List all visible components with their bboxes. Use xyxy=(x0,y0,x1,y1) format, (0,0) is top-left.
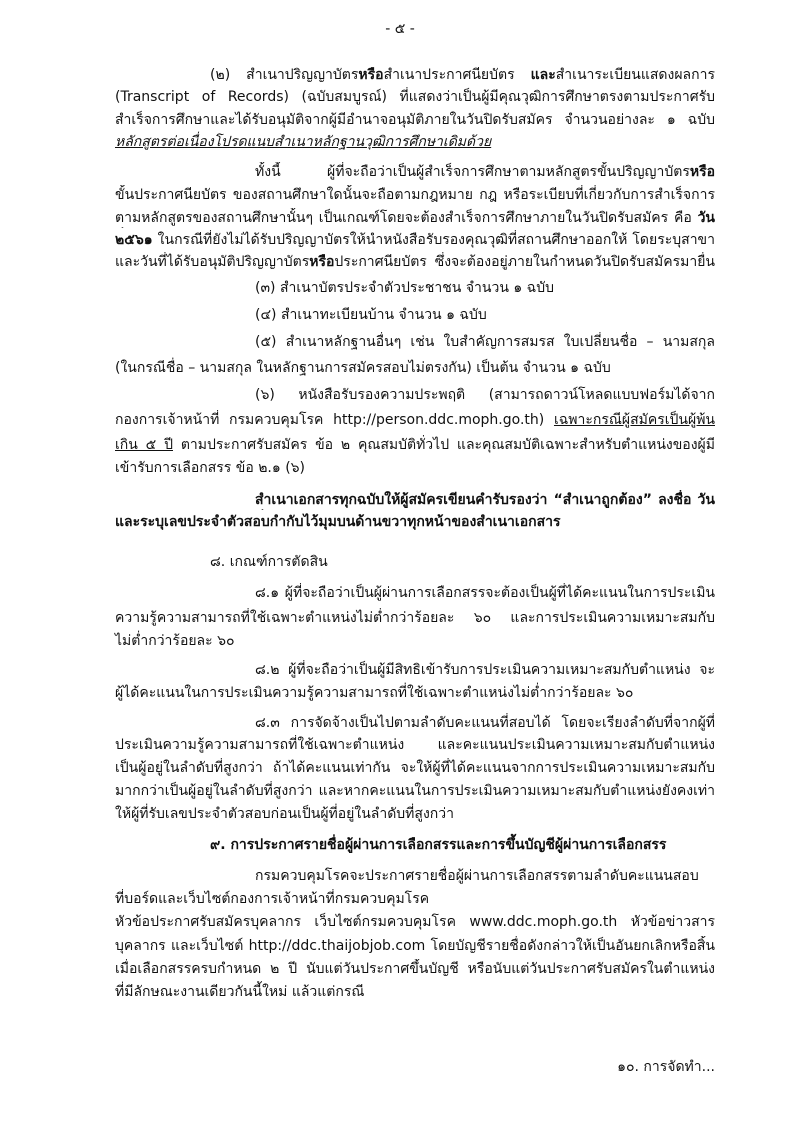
text-line xyxy=(115,87,715,107)
text-segment: (๓) สำเนาบัตรประจำตัวประชาชน จำนวน ๑ ฉบับ xyxy=(255,280,554,296)
text-segment: เฉพาะกรณีผู้สมัครเป็นผู้พ้น xyxy=(553,412,715,428)
text-segment: หลักสูตรต่อเนื่องโปรดแนบสำเนาหลักฐานวุฒิการศึกษาเดิมด้วย xyxy=(115,134,492,150)
text-segment: ไม่ต่ำกว่าร้อยละ ๖๐ xyxy=(115,633,235,649)
text-segment: ๘. เกณฑ์การตัดสิน xyxy=(210,554,328,570)
text-segment: ที่บอร์ดและเว็บไซต์กองการเจ้าหน้าที่กรมควบคุมโรค xyxy=(115,891,430,907)
text-segment: ๘.๑ ผู้ที่จะถือว่าเป็นผู้ผ่านการเลือกสรรจะต้องเป็นผู้ที่ได้คะแนนในการประเมิน xyxy=(255,585,715,601)
text-line xyxy=(115,781,715,801)
text-segment: หรือ xyxy=(689,164,715,180)
text-segment: สำเนาประกาศนียบัตร xyxy=(383,67,531,83)
text-segment: ตามหลักสูตรของสถานศึกษานั้นๆ เป็นเกณฑ์โดยจะต้องสำเร็จการศึกษาภายในวันปิดรับสมัคร คือ xyxy=(115,210,698,226)
text-line xyxy=(115,230,715,250)
text-segment: ทั้งนี้ ผู้ที่จะถือว่าเป็นผู้สำเร็จการศึกษาตามหลักสูตรขั้นปริญญาบัตร xyxy=(255,164,690,180)
text-segment: และระบุเลขประจำตัวสอบกำกับไว้มุมบนด้านขวาทุกหน้าของสำเนาเอกสาร xyxy=(115,514,561,530)
text-line xyxy=(115,458,305,478)
text-segment: (๔) สำเนาทะเบียนบ้าน จำนวน ๑ ฉบับ xyxy=(255,307,487,323)
text-segment: เมื่อเลือกสรรครบกำหนด ๒ ปี นับแต่วันประกาศขึ้นบัญชี หรือนับแต่วันประกาศรับสมัครในตำแหน่ง xyxy=(115,961,715,977)
text-segment: ประเมินความรู้ความสามารถที่ใช้เฉพาะตำแหน่ง และคะแนนประเมินความเหมาะสมกับตำแหน่ง xyxy=(115,737,715,753)
text-line xyxy=(210,65,715,85)
text-line xyxy=(255,660,715,680)
text-segment: ประกาศนียบัตร ซึ่งจะต้องอยู่ภายในกำหนดวันปิดรับสมัครมายื่น xyxy=(334,254,715,270)
text-segment: ๒๕๖๑ xyxy=(115,232,153,248)
text-line xyxy=(115,110,715,130)
text-segment: กองการเจ้าหน้าที่ กรมควบคุมโรค http://person.ddc.moph.go.th) xyxy=(115,412,554,428)
text-segment: ๘.๓ การจัดจ้างเป็นไปตามลำดับคะแนนที่สอบได้ โดยจะเรียงลำดับที่จากผู้ที่ xyxy=(255,715,715,731)
text-segment: ตามประกาศรับสมัคร ข้อ ๒ คุณสมบัติทั่วไป และคุณสมบัติเฉพาะสำหรับตำแหน่งของผู้มี xyxy=(180,437,715,453)
text-segment: ขั้นประกาศนียบัตร ของสถานศึกษาใดนั้นจะถือตามกฎหมาย กฎ หรือระเบียบที่เกี่ยวกับการสำเร็จการ xyxy=(115,187,715,203)
text-segment: ๙. การประกาศรายชื่อผู้ผ่านการเลือกสรรและการขึ้นบัญชีผู้ผ่านการเลือกสรร xyxy=(210,837,667,853)
text-segment: สำเร็จการศึกษาและได้รับอนุมัติจากผู้มีอำนาจอนุมัติภายในวันปิดรับสมัคร จำนวนอย่างละ ๑ ฉบับ xyxy=(115,112,715,128)
text-line xyxy=(255,305,487,325)
text-segment: บุคลากร และเว็บไซต์ http://ddc.thaijobjob.com โดยบัญชีรายชื่อดังกล่าวให้เป็นอันยกเลิกหรือสิ้น xyxy=(115,938,715,954)
text-line xyxy=(255,385,715,405)
text-segment: มากกว่าเป็นผู้อยู่ในลำดับที่สูงกว่า และหากคะแนนในการประเมินความเหมาะสมกับตำแหน่งยังคงเท่า xyxy=(115,783,715,799)
text-segment: สำเนาระเบียนแสดงผลการ xyxy=(555,67,715,83)
text-line xyxy=(115,889,715,909)
text-segment: เกิน ๕ ปี xyxy=(115,437,173,453)
text-line xyxy=(255,583,715,603)
text-line xyxy=(115,208,715,228)
text-segment: และ xyxy=(530,67,556,83)
text-line xyxy=(115,735,715,755)
text-segment: ๘.๒ ผู้ที่จะถือว่าเป็นผู้มีสิทธิเข้ารับการประเมินความเหมาะสมกับตำแหน่ง จะ xyxy=(255,662,715,678)
text-line xyxy=(115,631,235,651)
text-line xyxy=(115,683,633,703)
text-line xyxy=(115,758,715,778)
text-segment: เป็นผู้อยู่ในลำดับที่สูงกว่า ถ้าได้คะแนนเท่ากัน จะให้ผู้ที่ได้คะแนนจากการประเมินความเหมาะสมกับ xyxy=(115,760,715,776)
text-line xyxy=(255,278,554,298)
text-line xyxy=(115,132,491,152)
text-segment: (ในกรณีชื่อ – นามสกุล ในหลักฐานการสมัครสอบไม่ตรงกัน) เป็นต้น จำนวน ๑ ฉบับ xyxy=(115,360,611,376)
text-segment: (๕) สำเนาหลักฐานอื่นๆ เช่น ใบสำคัญการสมรส ใบเปลี่ยนชื่อ – นามสกุล xyxy=(255,334,715,350)
text-line xyxy=(255,490,715,510)
text-segment: สำเนาเอกสารทุกฉบับให้ผู้สมัครเขียนคำรับรองว่า “สำเนาถูกต้อง” ลงชื่อ วัน xyxy=(255,492,715,508)
text-line xyxy=(115,608,715,628)
text-line xyxy=(255,332,715,352)
text-segment: ผู้ได้คะแนนในการประเมินความรู้ความสามารถที่ใช้เฉพาะตำแหน่งไม่ต่ำกว่าร้อยละ ๖๐ xyxy=(115,685,634,701)
text-segment: กรมควบคุมโรคจะประกาศรายชื่อผู้ผ่านการเลือกสรรตามลำดับคะแนนสอบ xyxy=(255,868,699,884)
text-segment: ความรู้ความสามารถที่ใช้เฉพาะตำแหน่งไม่ต่ำกว่าร้อยละ ๖๐ และการประเมินความเหมาะสมกับ xyxy=(115,610,715,626)
text-segment: ให้ผู้ที่รับเลขประจำตัวสอบก่อนเป็นผู้ที่อยู่ในลำดับที่สูงกว่า xyxy=(115,806,454,822)
text-line xyxy=(210,552,328,572)
text-line xyxy=(115,252,715,272)
text-line xyxy=(115,959,715,979)
text-line xyxy=(255,713,715,733)
text-line xyxy=(115,982,364,1002)
text-line xyxy=(115,358,611,378)
text-segment: (๖) หนังสือรับรองความประพฤติ (สามารถดาวน์โหลดแบบฟอร์มได้จาก xyxy=(255,387,715,403)
text-line xyxy=(255,162,715,182)
text-segment: เข้ารับการเลือกสรร ข้อ ๒.๑ (๖) xyxy=(115,460,306,476)
text-segment: หรือ xyxy=(358,67,384,83)
text-line xyxy=(115,936,715,956)
text-line xyxy=(210,835,666,855)
page-number: - ๕ - xyxy=(385,21,415,37)
text-line xyxy=(115,804,454,824)
text-line xyxy=(115,185,715,205)
text-line xyxy=(115,512,561,532)
text-line xyxy=(115,410,715,430)
text-line xyxy=(255,866,715,886)
text-segment: วัน xyxy=(697,210,715,226)
text-line xyxy=(115,912,715,932)
text-segment: ในกรณีที่ยังไม่ได้รับปริญญาบัตรให้นำหนังสือรับรองคุณวุฒิที่สถานศึกษาออกให้ โดยระบุสาขา xyxy=(157,232,715,248)
text-segment: หัวข้อประกาศรับสมัครบุคลากร เว็บไซต์กรมควบคุมโรค www.ddc.moph.go.th หัวข้อข่าวสาร xyxy=(115,914,715,930)
text-segment: ที่มีลักษณะงานเดียวกันนี้ใหม่ แล้วแต่กรณี xyxy=(115,984,365,1000)
text-segment: (๒) สำเนาปริญญาบัตร xyxy=(210,67,359,83)
next-page-marker: ๑๐. การจัดทำ... xyxy=(617,1059,715,1075)
text-segment: และวันที่ได้รับอนุมัติปริญญาบัตร xyxy=(115,254,310,270)
text-line xyxy=(115,435,715,455)
text-segment: (Transcript of Records) (ฉบับสมบูรณ์) ที่แสดงว่าเป็นผู้มีคุณวุฒิการศึกษาตรงตามประกาศรับ xyxy=(115,89,715,105)
text-segment: หรือ xyxy=(309,254,335,270)
